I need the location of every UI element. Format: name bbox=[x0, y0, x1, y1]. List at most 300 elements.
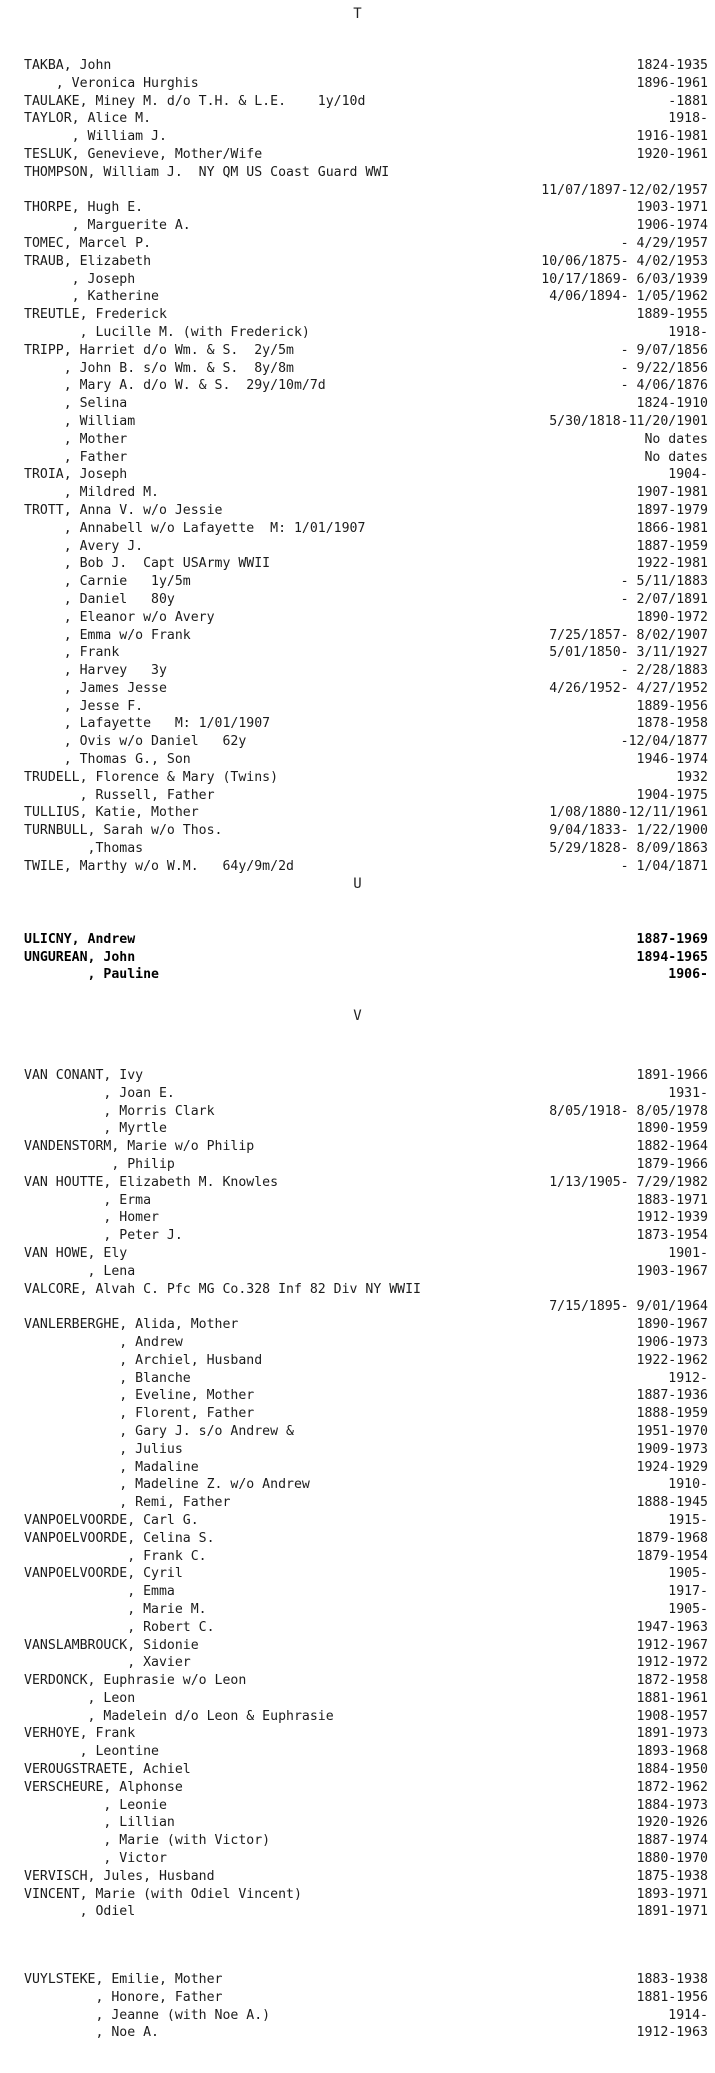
entry-dates: 1906-1973 bbox=[636, 1334, 708, 1350]
entry-row bbox=[0, 165, 715, 183]
section-heading-t: T bbox=[353, 6, 362, 22]
entry-row bbox=[0, 716, 715, 734]
entry-dates: 1915- bbox=[668, 1512, 708, 1528]
entry-row bbox=[0, 183, 715, 201]
entry-name: , Philip bbox=[24, 1156, 175, 1172]
entry-dates: 1866-1981 bbox=[636, 520, 708, 536]
entry-name: , Remi, Father bbox=[24, 1495, 231, 1511]
entry-row bbox=[0, 1388, 715, 1406]
entry-row bbox=[0, 272, 715, 290]
entry-name: , Blanche bbox=[24, 1370, 191, 1386]
entry-row bbox=[0, 254, 715, 272]
entry-dates: 1891-1971 bbox=[636, 1904, 708, 1920]
entry-row bbox=[0, 1602, 715, 1620]
entry-name: TAYLOR, Alice M. bbox=[24, 111, 152, 127]
entry-row bbox=[0, 1442, 715, 1460]
entry-name: , Morris Clark bbox=[24, 1103, 215, 1119]
entry-dates: 7/25/1857- 8/02/1907 bbox=[549, 627, 708, 643]
entry-row bbox=[0, 556, 715, 574]
entry-row bbox=[0, 645, 715, 663]
entry-name: VANPOELVOORDE, Carl G. bbox=[24, 1512, 199, 1528]
entry-row bbox=[0, 770, 715, 788]
entry-name: , Honore, Father bbox=[24, 1989, 223, 2005]
entry-name: , Noe A. bbox=[24, 2025, 159, 2041]
entry-dates: - 9/07/1856 bbox=[620, 342, 708, 358]
entry-dates: 1881-1956 bbox=[636, 1989, 708, 2005]
entry-row bbox=[0, 1477, 715, 1495]
entry-dates: 1906-1974 bbox=[636, 218, 708, 234]
entry-row bbox=[0, 539, 715, 557]
entry-row bbox=[0, 1549, 715, 1567]
section-t-list bbox=[0, 58, 715, 877]
entry-dates: 1912-1967 bbox=[636, 1637, 708, 1653]
entry-dates: 5/29/1828- 8/09/1863 bbox=[549, 841, 708, 857]
entry-dates: 8/05/1918- 8/05/1978 bbox=[549, 1103, 708, 1119]
entry-name: TOMEC, Marcel P. bbox=[24, 235, 152, 251]
section-u-list bbox=[0, 932, 715, 985]
entry-dates: 1897-1979 bbox=[636, 502, 708, 518]
entry-row bbox=[0, 396, 715, 414]
entry-dates: 1824-1910 bbox=[636, 396, 708, 412]
entry-name: , Myrtle bbox=[24, 1121, 167, 1137]
entry-dates: 10/06/1875- 4/02/1953 bbox=[541, 253, 708, 269]
entry-row bbox=[0, 805, 715, 823]
entry-row bbox=[0, 752, 715, 770]
entry-dates: 1912-1963 bbox=[636, 2025, 708, 2041]
entry-dates: 1884-1950 bbox=[636, 1762, 708, 1778]
entry-dates: 1887-1969 bbox=[636, 932, 708, 947]
entry-row bbox=[0, 1691, 715, 1709]
entry-dates: 1912- bbox=[668, 1370, 708, 1386]
entry-name: TESLUK, Genevieve, Mother/Wife bbox=[24, 146, 263, 162]
entry-name: VAN HOWE, Ely bbox=[24, 1245, 128, 1261]
entry-row bbox=[0, 734, 715, 752]
entry-dates: 1931- bbox=[668, 1085, 708, 1101]
entry-dates: 1882-1964 bbox=[636, 1139, 708, 1155]
entry-name: , Florent, Father bbox=[24, 1406, 255, 1422]
entry-name: , Selina bbox=[24, 396, 128, 412]
entry-name: , Joan E. bbox=[24, 1085, 175, 1101]
entry-name: VANDENSTORM, Marie w/o Philip bbox=[24, 1139, 255, 1155]
entry-name: , Victor bbox=[24, 1851, 167, 1867]
entry-dates: 1893-1971 bbox=[636, 1886, 708, 1902]
entry-name: , Carnie 1y/5m bbox=[24, 574, 191, 590]
entry-row bbox=[0, 414, 715, 432]
entry-row bbox=[0, 2025, 715, 2043]
entry-name: TROTT, Anna V. w/o Jessie bbox=[24, 502, 223, 518]
entry-row bbox=[0, 1798, 715, 1816]
entry-dates: 7/15/1895- 9/01/1964 bbox=[549, 1299, 708, 1315]
entry-row bbox=[0, 1869, 715, 1887]
entry-name: VUYLSTEKE, Emilie, Mother bbox=[24, 1972, 223, 1987]
entry-dates: 1889-1956 bbox=[636, 698, 708, 714]
entry-dates: 1918- bbox=[668, 324, 708, 340]
entry-dates: 1914- bbox=[668, 2007, 708, 2023]
entry-row bbox=[0, 932, 715, 950]
entry-row bbox=[0, 343, 715, 361]
entry-dates: 1904- bbox=[668, 467, 708, 483]
entry-dates: 1907-1981 bbox=[636, 485, 708, 501]
entry-dates: 1896-1961 bbox=[636, 75, 708, 91]
entry-row bbox=[0, 307, 715, 325]
entry-row bbox=[0, 950, 715, 968]
entry-dates: 1891-1973 bbox=[636, 1726, 708, 1742]
entry-dates: 1884-1973 bbox=[636, 1797, 708, 1813]
entry-row bbox=[0, 1762, 715, 1780]
entry-row bbox=[0, 1317, 715, 1335]
entry-row bbox=[0, 1887, 715, 1905]
entry-name: , Erma bbox=[24, 1192, 152, 1208]
entry-name: , Lafayette M: 1/01/1907 bbox=[24, 716, 271, 732]
entry-name: , Annabell w/o Lafayette M: 1/01/1907 bbox=[24, 520, 366, 536]
entry-row bbox=[0, 521, 715, 539]
entry-row bbox=[0, 200, 715, 218]
entry-row bbox=[0, 1780, 715, 1798]
entry-row bbox=[0, 1299, 715, 1317]
entry-dates: 1918- bbox=[668, 111, 708, 127]
entry-dates: - 4/29/1957 bbox=[620, 235, 708, 251]
entry-dates: 1924-1929 bbox=[636, 1459, 708, 1475]
entry-row bbox=[0, 361, 715, 379]
entry-row bbox=[0, 1833, 715, 1851]
entry-name: , Avery J. bbox=[24, 538, 144, 554]
entry-row bbox=[0, 58, 715, 76]
entry-name: , Odiel bbox=[24, 1904, 136, 1920]
entry-dates: 1920-1926 bbox=[636, 1815, 708, 1831]
entry-row bbox=[0, 1584, 715, 1602]
entry-dates: 1922-1962 bbox=[636, 1352, 708, 1368]
entry-dates: No dates bbox=[644, 431, 708, 447]
section-heading-u: U bbox=[353, 876, 362, 892]
entry-row bbox=[0, 432, 715, 450]
entry-name: TREUTLE, Frederick bbox=[24, 307, 167, 323]
entry-dates: 1905- bbox=[668, 1601, 708, 1617]
entry-name: , Emma w/o Frank bbox=[24, 627, 191, 643]
entry-name: , Eleanor w/o Avery bbox=[24, 609, 215, 625]
entry-dates: 1883-1971 bbox=[636, 1192, 708, 1208]
entry-row bbox=[0, 1068, 715, 1086]
entry-name: TULLIUS, Katie, Mother bbox=[24, 805, 199, 821]
entry-dates: 1903-1967 bbox=[636, 1263, 708, 1279]
entry-dates: 1887-1936 bbox=[636, 1388, 708, 1404]
entry-name: , Mary A. d/o W. & S. 29y/10m/7d bbox=[24, 378, 326, 394]
entry-name: , Marguerite A. bbox=[24, 218, 191, 234]
entry-row bbox=[0, 788, 715, 806]
entry-row bbox=[0, 1210, 715, 1228]
entry-name: , Gary J. s/o Andrew & bbox=[24, 1423, 294, 1439]
entry-row bbox=[0, 378, 715, 396]
entry-row bbox=[0, 1460, 715, 1478]
entry-name: , Lena bbox=[24, 1263, 136, 1279]
entry-row bbox=[0, 1851, 715, 1869]
entry-name: , Katherine bbox=[24, 289, 159, 305]
entry-row bbox=[0, 1139, 715, 1157]
entry-name: , Joseph bbox=[24, 271, 136, 287]
entry-row bbox=[0, 1990, 715, 2008]
entry-row bbox=[0, 94, 715, 112]
entry-name: , Frank C. bbox=[24, 1548, 207, 1564]
entry-dates: 1888-1959 bbox=[636, 1406, 708, 1422]
entry-dates: 1879-1954 bbox=[636, 1548, 708, 1564]
entry-row bbox=[0, 1566, 715, 1584]
entry-row bbox=[0, 1353, 715, 1371]
entry-name: THOMPSON, William J. NY QM US Coast Guard WWI bbox=[24, 164, 390, 180]
entry-name: VANLERBERGHE, Alida, Mother bbox=[24, 1317, 239, 1333]
entry-dates: 1922-1981 bbox=[636, 556, 708, 572]
entry-name: TRIPP, Harriet d/o Wm. & S. 2y/5m bbox=[24, 342, 294, 358]
entry-row bbox=[0, 1157, 715, 1175]
entry-name: , Andrew bbox=[24, 1334, 183, 1350]
entry-dates: 1910- bbox=[668, 1477, 708, 1493]
entry-dates: 9/04/1833- 1/22/1900 bbox=[549, 823, 708, 839]
entry-name: , Madaline bbox=[24, 1459, 199, 1475]
entry-dates: - 1/04/1871 bbox=[620, 858, 708, 874]
entry-name: TURNBULL, Sarah w/o Thos. bbox=[24, 823, 223, 839]
entry-name: , Pauline bbox=[24, 967, 159, 982]
entry-row bbox=[0, 503, 715, 521]
entry-name: , Jeanne (with Noe A.) bbox=[24, 2007, 271, 2023]
entry-name: , Mother bbox=[24, 431, 128, 447]
entry-row bbox=[0, 1620, 715, 1638]
entry-name: TAKBA, John bbox=[24, 58, 112, 73]
entry-name: UNGUREAN, John bbox=[24, 949, 136, 965]
entry-name: ,Thomas bbox=[24, 841, 144, 857]
entry-dates: 1891-1966 bbox=[636, 1068, 708, 1083]
entry-name: TRAUB, Elizabeth bbox=[24, 253, 152, 269]
entry-name: , Xavier bbox=[24, 1655, 191, 1671]
entry-row bbox=[0, 485, 715, 503]
entry-row bbox=[0, 2008, 715, 2026]
entry-dates: 1880-1970 bbox=[636, 1851, 708, 1867]
entry-row bbox=[0, 681, 715, 699]
entry-row bbox=[0, 1406, 715, 1424]
entry-row bbox=[0, 1264, 715, 1282]
entry-name: VERVISCH, Jules, Husband bbox=[24, 1868, 215, 1884]
entry-name: , Bob J. Capt USArmy WWII bbox=[24, 556, 271, 572]
entry-name: , Harvey 3y bbox=[24, 663, 167, 679]
entry-name: VERHOYE, Frank bbox=[24, 1726, 136, 1742]
entry-name: TAULAKE, Miney M. d/o T.H. & L.E. 1y/10d bbox=[24, 93, 366, 109]
entry-name: THORPE, Hugh E. bbox=[24, 200, 144, 216]
entry-row bbox=[0, 1531, 715, 1549]
entry-name: , Robert C. bbox=[24, 1619, 215, 1635]
entry-dates: 1887-1974 bbox=[636, 1833, 708, 1849]
entry-row bbox=[0, 129, 715, 147]
entry-row bbox=[0, 1815, 715, 1833]
entry-dates: 1894-1965 bbox=[636, 949, 708, 965]
entry-dates: 1889-1955 bbox=[636, 307, 708, 323]
entry-row bbox=[0, 1335, 715, 1353]
entry-name: TROIA, Joseph bbox=[24, 467, 128, 483]
entry-name: , Leontine bbox=[24, 1744, 159, 1760]
entry-name: VINCENT, Marie (with Odiel Vincent) bbox=[24, 1886, 302, 1902]
entry-dates: 1873-1954 bbox=[636, 1228, 708, 1244]
entry-dates: 1890-1972 bbox=[636, 609, 708, 625]
entry-row bbox=[0, 1121, 715, 1139]
entry-dates: No dates bbox=[644, 449, 708, 465]
entry-row bbox=[0, 610, 715, 628]
entry-row bbox=[0, 467, 715, 485]
entry-dates: 1883-1938 bbox=[636, 1972, 708, 1987]
entry-row bbox=[0, 1228, 715, 1246]
entry-dates: 1951-1970 bbox=[636, 1423, 708, 1439]
entry-row bbox=[0, 1638, 715, 1656]
entry-row bbox=[0, 1175, 715, 1193]
entry-name: , Daniel 80y bbox=[24, 591, 175, 607]
entry-row bbox=[0, 628, 715, 646]
section-vuylsteke-list bbox=[0, 1972, 715, 2043]
entry-dates: - 2/07/1891 bbox=[620, 591, 708, 607]
section-v-list bbox=[0, 1068, 715, 1922]
entry-name: , Madeline Z. w/o Andrew bbox=[24, 1477, 310, 1493]
entry-dates: -1881 bbox=[668, 93, 708, 109]
entry-dates: 4/26/1952- 4/27/1952 bbox=[549, 680, 708, 696]
entry-dates: 1916-1981 bbox=[636, 129, 708, 145]
entry-name: VEROUGSTRAETE, Achiel bbox=[24, 1762, 191, 1778]
entry-dates: -12/04/1877 bbox=[620, 734, 708, 750]
entry-row bbox=[0, 841, 715, 859]
entry-row bbox=[0, 1424, 715, 1442]
entry-row bbox=[0, 111, 715, 129]
entry-row bbox=[0, 1726, 715, 1744]
entry-name: , Ovis w/o Daniel 62y bbox=[24, 734, 247, 750]
entry-dates: 1879-1966 bbox=[636, 1156, 708, 1172]
entry-name: , Archiel, Husband bbox=[24, 1352, 263, 1368]
entry-dates: 1890-1967 bbox=[636, 1317, 708, 1333]
entry-name: , William bbox=[24, 413, 136, 429]
entry-dates: 1/08/1880-12/11/1961 bbox=[549, 805, 708, 821]
entry-row bbox=[0, 1673, 715, 1691]
entry-dates: 1920-1961 bbox=[636, 146, 708, 162]
entry-dates: 4/06/1894- 1/05/1962 bbox=[549, 289, 708, 305]
entry-row bbox=[0, 1709, 715, 1727]
entry-name: , Julius bbox=[24, 1441, 183, 1457]
entry-dates: 1872-1962 bbox=[636, 1779, 708, 1795]
entry-dates: 1906- bbox=[668, 967, 708, 982]
entry-row bbox=[0, 1246, 715, 1264]
entry-row bbox=[0, 1513, 715, 1531]
entry-row bbox=[0, 1655, 715, 1673]
entry-dates: 1881-1961 bbox=[636, 1690, 708, 1706]
entry-dates: 1887-1959 bbox=[636, 538, 708, 554]
entry-dates: 10/17/1869- 6/03/1939 bbox=[541, 271, 708, 287]
entry-name: , Homer bbox=[24, 1210, 159, 1226]
entry-name: , Lillian bbox=[24, 1815, 175, 1831]
entry-row bbox=[0, 967, 715, 985]
entry-dates: 1917- bbox=[668, 1584, 708, 1600]
entry-name: , Mildred M. bbox=[24, 485, 159, 501]
entry-name: , Russell, Father bbox=[24, 787, 215, 803]
entry-dates: - 4/06/1876 bbox=[620, 378, 708, 394]
entry-dates: 1872-1958 bbox=[636, 1673, 708, 1689]
entry-name: VALCORE, Alvah C. Pfc MG Co.328 Inf 82 Div NY WWII bbox=[24, 1281, 421, 1297]
entry-dates: 1932 bbox=[676, 769, 708, 785]
entry-dates: 1909-1973 bbox=[636, 1441, 708, 1457]
entry-name: , Leonie bbox=[24, 1797, 167, 1813]
entry-dates: 1904-1975 bbox=[636, 787, 708, 803]
entry-name: , Eveline, Mother bbox=[24, 1388, 255, 1404]
entry-dates: 11/07/1897-12/02/1957 bbox=[541, 182, 708, 198]
entry-dates: 1879-1968 bbox=[636, 1530, 708, 1546]
entry-dates: 1946-1974 bbox=[636, 752, 708, 768]
entry-dates: - 2/28/1883 bbox=[620, 663, 708, 679]
entry-row bbox=[0, 1904, 715, 1922]
entry-row bbox=[0, 1282, 715, 1300]
entry-dates: 1824-1935 bbox=[636, 58, 708, 73]
entry-name: , Thomas G., Son bbox=[24, 752, 191, 768]
entry-name: VERSCHEURE, Alphonse bbox=[24, 1779, 183, 1795]
entry-name: VAN HOUTTE, Elizabeth M. Knowles bbox=[24, 1174, 279, 1190]
entry-dates: 1908-1957 bbox=[636, 1708, 708, 1724]
entry-dates: 5/01/1850- 3/11/1927 bbox=[549, 645, 708, 661]
entry-row bbox=[0, 218, 715, 236]
entry-name: ULICNY, Andrew bbox=[24, 932, 136, 947]
entry-dates: 1/13/1905- 7/29/1982 bbox=[549, 1174, 708, 1190]
entry-row bbox=[0, 325, 715, 343]
entry-row bbox=[0, 450, 715, 468]
entry-dates: 1912-1972 bbox=[636, 1655, 708, 1671]
entry-dates: 1903-1971 bbox=[636, 200, 708, 216]
entry-row bbox=[0, 1193, 715, 1211]
entry-dates: 1890-1959 bbox=[636, 1121, 708, 1137]
entry-dates: 5/30/1818-11/20/1901 bbox=[549, 413, 708, 429]
entry-name: VAN CONANT, Ivy bbox=[24, 1068, 144, 1083]
entry-row bbox=[0, 592, 715, 610]
entry-row bbox=[0, 859, 715, 877]
entry-row bbox=[0, 76, 715, 94]
entry-row bbox=[0, 1086, 715, 1104]
entry-name: , Marie (with Victor) bbox=[24, 1833, 271, 1849]
entry-name: , Leon bbox=[24, 1690, 136, 1706]
entry-row bbox=[0, 1744, 715, 1762]
entry-name: , Peter J. bbox=[24, 1228, 183, 1244]
entry-name: TWILE, Marthy w/o W.M. 64y/9m/2d bbox=[24, 858, 294, 874]
entry-dates: 1901- bbox=[668, 1245, 708, 1261]
entry-row bbox=[0, 1972, 715, 1990]
entry-name: , Lucille M. (with Frederick) bbox=[24, 324, 310, 340]
entry-name: , Frank bbox=[24, 645, 120, 661]
entry-dates: 1888-1945 bbox=[636, 1495, 708, 1511]
entry-name: VANSLAMBROUCK, Sidonie bbox=[24, 1637, 199, 1653]
entry-dates: 1912-1939 bbox=[636, 1210, 708, 1226]
entry-dates: 1878-1958 bbox=[636, 716, 708, 732]
entry-dates: 1905- bbox=[668, 1566, 708, 1582]
entry-name: , Madelein d/o Leon & Euphrasie bbox=[24, 1708, 334, 1724]
section-heading-v: V bbox=[353, 1008, 362, 1024]
entry-row bbox=[0, 1104, 715, 1122]
entry-name: , Jesse F. bbox=[24, 698, 144, 714]
entry-row bbox=[0, 574, 715, 592]
entry-row bbox=[0, 289, 715, 307]
entry-name: , William J. bbox=[24, 129, 167, 145]
entry-row bbox=[0, 236, 715, 254]
entry-dates: 1893-1968 bbox=[636, 1744, 708, 1760]
entry-row bbox=[0, 147, 715, 165]
entry-row bbox=[0, 1371, 715, 1389]
entry-name: , Veronica Hurghis bbox=[24, 75, 199, 91]
entry-dates: - 5/11/1883 bbox=[620, 574, 708, 590]
entry-dates: 1947-1963 bbox=[636, 1619, 708, 1635]
entry-name: , Marie M. bbox=[24, 1601, 207, 1617]
entry-row bbox=[0, 663, 715, 681]
entry-name: TRUDELL, Florence & Mary (Twins) bbox=[24, 769, 279, 785]
entry-dates: 1875-1938 bbox=[636, 1868, 708, 1884]
entry-name: VANPOELVOORDE, Cyril bbox=[24, 1566, 183, 1582]
entry-name: VERDONCK, Euphrasie w/o Leon bbox=[24, 1673, 247, 1689]
entry-name: , Emma bbox=[24, 1584, 175, 1600]
entry-row bbox=[0, 823, 715, 841]
entry-row bbox=[0, 1495, 715, 1513]
